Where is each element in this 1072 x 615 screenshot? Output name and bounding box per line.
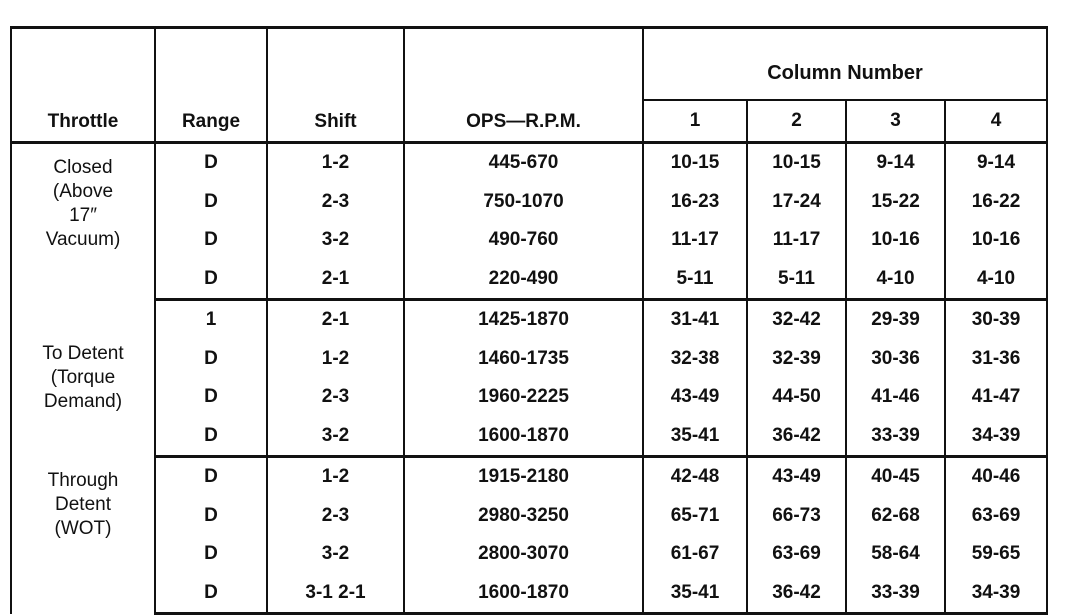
ops-rpm-cell: 220-490 — [404, 260, 643, 300]
throttle-line: Detent — [55, 493, 111, 515]
column-4-cell: 16-22 — [945, 183, 1047, 222]
ops-rpm-cell: 1915-2180 — [404, 457, 643, 497]
shift-cell: 3-2 — [267, 221, 404, 260]
column-4-cell: 59-65 — [945, 535, 1047, 574]
table-row — [11, 300, 1047, 340]
column-3-cell: 29-39 — [846, 300, 945, 340]
header-column-3: 3 — [846, 100, 945, 143]
range-cell: D — [155, 574, 267, 614]
range-cell: D — [155, 221, 267, 260]
table-row — [11, 143, 1047, 183]
column-2-cell: 43-49 — [747, 457, 846, 497]
table-row — [11, 340, 1047, 379]
header-throttle: Throttle — [11, 28, 155, 143]
column-2-cell: 36-42 — [747, 417, 846, 457]
column-2-cell: 36-42 — [747, 574, 846, 614]
column-2-cell: 63-69 — [747, 535, 846, 574]
shift-cell: 3-2 — [267, 535, 404, 574]
column-3-cell: 9-14 — [846, 143, 945, 183]
shift-cell: 2-1 — [267, 260, 404, 300]
column-3-cell: 58-64 — [846, 535, 945, 574]
column-3-cell: 4-10 — [846, 260, 945, 300]
column-1-cell: 35-41 — [643, 417, 747, 457]
column-4-cell: 31-36 — [945, 340, 1047, 379]
column-3-cell: 62-68 — [846, 497, 945, 536]
table-row — [11, 183, 1047, 222]
column-1-cell: 35-41 — [643, 574, 747, 614]
range-cell: D — [155, 378, 267, 417]
shift-cell: 2-3 — [267, 497, 404, 536]
header-ops-rpm: OPS—R.P.M. — [404, 28, 643, 143]
throttle-line: Demand) — [43, 391, 123, 412]
column-1-cell: 11-17 — [643, 221, 747, 260]
range-cell: D — [155, 535, 267, 574]
column-3-cell: 30-36 — [846, 340, 945, 379]
ops-rpm-cell: 1425-1870 — [404, 300, 643, 340]
header-column-2: 2 — [747, 100, 846, 143]
range-cell: D — [155, 260, 267, 300]
table-body — [11, 143, 1047, 614]
shift-speed-table — [10, 26, 1048, 615]
ops-rpm-cell: 490-760 — [404, 221, 643, 260]
ops-rpm-cell: 1600-1870 — [404, 417, 643, 457]
column-1-cell: 32-38 — [643, 340, 747, 379]
column-2-cell: 10-15 — [747, 143, 846, 183]
table-row — [11, 417, 1047, 457]
column-1-cell: 16-23 — [643, 183, 747, 222]
table-row — [11, 457, 1047, 497]
column-4-cell: 4-10 — [945, 260, 1047, 300]
ops-rpm-cell: 445-670 — [404, 143, 643, 183]
shift-cell: 2-3 — [267, 378, 404, 417]
header-column-1: 1 — [643, 100, 747, 143]
column-2-cell: 66-73 — [747, 497, 846, 536]
table-row — [11, 378, 1047, 417]
table-row — [11, 574, 1047, 614]
table-row — [11, 221, 1047, 260]
shift-cell: 3-1 2-1 — [267, 574, 404, 614]
ops-rpm-cell: 2800-3070 — [404, 535, 643, 574]
shift-cell: 1-2 — [267, 143, 404, 183]
column-4-cell: 63-69 — [945, 497, 1047, 536]
ops-rpm-cell: 1600-1870 — [404, 574, 643, 614]
column-3-cell: 10-16 — [846, 221, 945, 260]
column-2-cell: 32-42 — [747, 300, 846, 340]
column-1-cell: 42-48 — [643, 457, 747, 497]
header-column-number: Column Number — [643, 28, 1047, 101]
column-3-cell: 33-39 — [846, 574, 945, 614]
column-2-cell: 44-50 — [747, 378, 846, 417]
throttle-cell — [11, 457, 155, 614]
throttle-line: (Above — [52, 181, 114, 202]
column-4-cell: 40-46 — [945, 457, 1047, 497]
column-2-cell: 32-39 — [747, 340, 846, 379]
range-cell: D — [155, 457, 267, 497]
throttle-line: To Detent — [42, 343, 124, 364]
ops-rpm-cell: 1960-2225 — [404, 378, 643, 417]
shift-cell: 2-3 — [267, 183, 404, 222]
throttle-line: Through — [47, 469, 119, 491]
ops-rpm-cell: 2980-3250 — [404, 497, 643, 536]
ops-rpm-cell: 750-1070 — [404, 183, 643, 222]
range-cell: D — [155, 143, 267, 183]
range-cell: D — [155, 417, 267, 457]
throttle-line: Vacuum) — [45, 229, 121, 250]
column-1-cell: 10-15 — [643, 143, 747, 183]
column-1-cell: 31-41 — [643, 300, 747, 340]
column-2-cell: 5-11 — [747, 260, 846, 300]
shift-cell: 2-1 — [267, 300, 404, 340]
column-3-cell: 33-39 — [846, 417, 945, 457]
throttle-line: Closed — [53, 157, 113, 178]
header-column-4: 4 — [945, 100, 1047, 143]
column-1-cell: 65-71 — [643, 497, 747, 536]
table-row — [11, 497, 1047, 536]
range-cell: D — [155, 340, 267, 379]
shift-speed-table-container — [10, 26, 1048, 615]
range-cell: D — [155, 497, 267, 536]
column-4-cell: 30-39 — [945, 300, 1047, 340]
column-4-cell: 10-16 — [945, 221, 1047, 260]
throttle-cell — [11, 300, 155, 457]
column-3-cell: 41-46 — [846, 378, 945, 417]
shift-cell: 1-2 — [267, 340, 404, 379]
table-row — [11, 260, 1047, 300]
column-4-cell: 41-47 — [945, 378, 1047, 417]
throttle-line: 17″ — [69, 205, 97, 226]
column-2-cell: 17-24 — [747, 183, 846, 222]
column-4-cell: 34-39 — [945, 417, 1047, 457]
throttle-line: (Torque — [50, 367, 116, 388]
column-4-cell: 9-14 — [945, 143, 1047, 183]
column-2-cell: 11-17 — [747, 221, 846, 260]
header-shift: Shift — [267, 28, 404, 143]
column-3-cell: 40-45 — [846, 457, 945, 497]
range-cell: D — [155, 183, 267, 222]
throttle-line: (WOT) — [54, 517, 112, 539]
header-range: Range — [155, 28, 267, 143]
shift-cell: 1-2 — [267, 457, 404, 497]
column-1-cell: 5-11 — [643, 260, 747, 300]
column-3-cell: 15-22 — [846, 183, 945, 222]
ops-rpm-cell: 1460-1735 — [404, 340, 643, 379]
column-1-cell: 61-67 — [643, 535, 747, 574]
table-row — [11, 535, 1047, 574]
range-cell: 1 — [155, 300, 267, 340]
column-1-cell: 43-49 — [643, 378, 747, 417]
column-4-cell: 34-39 — [945, 574, 1047, 614]
shift-cell: 3-2 — [267, 417, 404, 457]
throttle-cell — [11, 143, 155, 300]
